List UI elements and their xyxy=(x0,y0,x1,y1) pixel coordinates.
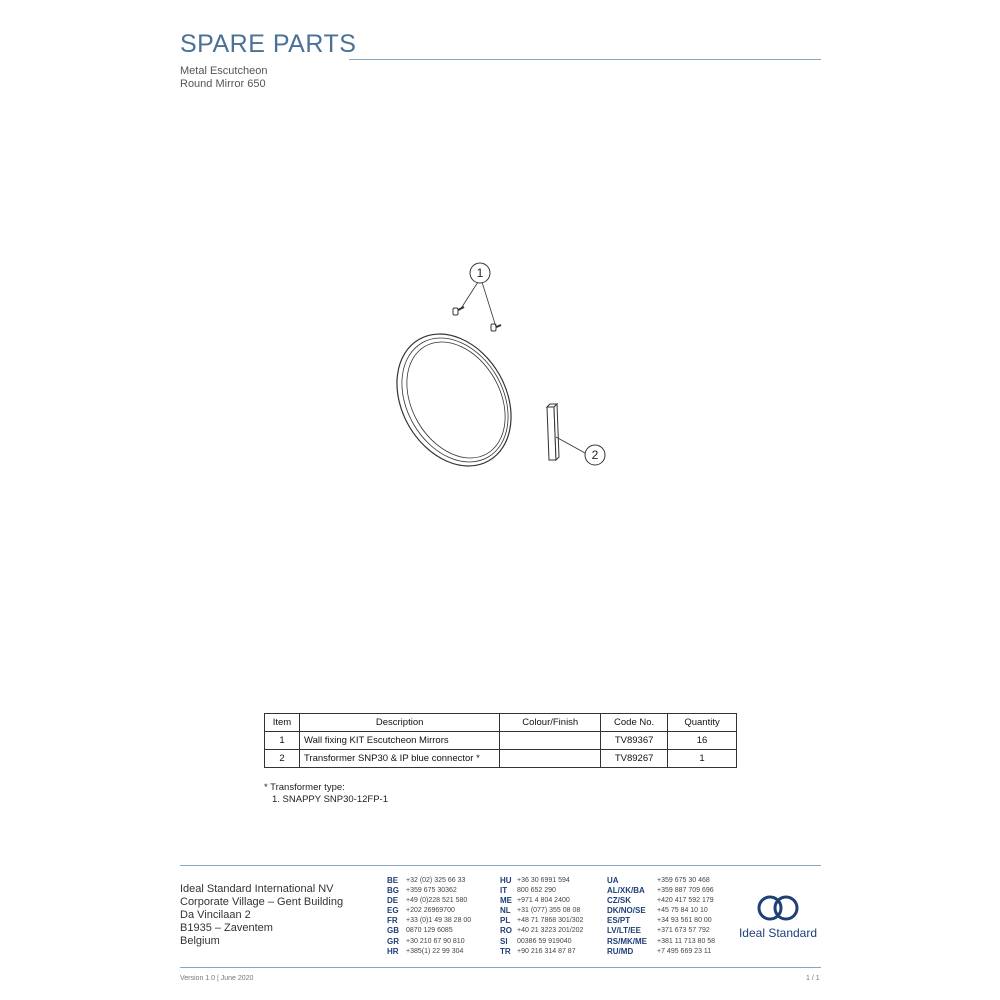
phone-number: +34 93 561 80 00 xyxy=(657,917,712,925)
note-line-1: * Transformer type: xyxy=(264,782,345,793)
contact-row xyxy=(500,947,583,957)
country-code: DK/NO/SE xyxy=(607,906,646,916)
transformer-illustration xyxy=(547,404,559,460)
page-title: SPARE PARTS xyxy=(180,30,357,58)
phone-number: +30 210 67 90 810 xyxy=(406,937,465,945)
country-code: HU xyxy=(500,876,512,885)
callout-1 xyxy=(470,263,490,283)
transformer-note xyxy=(264,782,388,806)
country-code: AL/XK/BA xyxy=(607,886,645,896)
phone-number: +33 (0)1 49 38 28 00 xyxy=(406,917,472,925)
contact-row xyxy=(387,947,471,957)
brand-logo-icon xyxy=(755,892,801,924)
contact-row xyxy=(607,937,715,947)
page-number: 1 / 1 xyxy=(806,975,820,982)
contact-row xyxy=(500,896,583,906)
contact-row xyxy=(500,876,583,886)
mirror-illustration xyxy=(380,313,534,485)
country-code: SI xyxy=(500,936,508,946)
callout-1-label: 1 xyxy=(476,266,484,280)
phone-number: +40 21 3223 201/202 xyxy=(517,927,584,935)
country-code: LV/LT/EE xyxy=(607,926,641,936)
contact-row xyxy=(387,906,471,916)
contact-row xyxy=(387,916,471,926)
cell-finish xyxy=(500,732,601,750)
phone-number: +45 75 84 10 10 xyxy=(657,907,708,915)
document-version: Version 1.0 | June 2020 xyxy=(180,975,254,982)
contact-row xyxy=(607,916,715,926)
address-line: B1935 – Zaventem xyxy=(180,922,273,934)
country-code: BE xyxy=(387,876,399,885)
cell-code: TV89267 xyxy=(601,750,668,768)
country-code: NL xyxy=(500,906,511,916)
footer-divider xyxy=(180,865,821,866)
contacts-column-3 xyxy=(607,876,715,957)
subtitle-line-2: Round Mirror 650 xyxy=(180,78,266,90)
phone-number: +359 675 30362 xyxy=(406,887,457,895)
country-code: RO xyxy=(500,926,512,936)
header-code-no: Code No. xyxy=(601,714,668,732)
phone-number: +36 30 6991 594 xyxy=(517,877,570,884)
header-item: Item xyxy=(265,714,300,732)
phone-number: +385(1) 22 99 304 xyxy=(406,947,464,955)
phone-number: +971 4 804 2400 xyxy=(517,897,570,905)
brand-logo xyxy=(732,892,824,940)
cell-item: 2 xyxy=(265,750,300,768)
address-line: Da Vincilaan 2 xyxy=(180,909,251,921)
brand-name: Ideal Standard xyxy=(738,926,818,940)
callout-2-label: 2 xyxy=(591,448,599,462)
country-code: PL xyxy=(500,916,511,926)
cell-description: Wall fixing KIT Escutcheon Mirrors xyxy=(299,732,499,750)
note-line-2: 1. SNAPPY SNP30-12FP-1 xyxy=(272,794,388,805)
bottom-divider xyxy=(180,967,821,968)
country-code: EG xyxy=(387,906,399,916)
contact-row xyxy=(607,947,715,957)
country-code: ES/PT xyxy=(607,916,631,926)
company-address xyxy=(180,883,343,948)
country-code: GR xyxy=(387,936,399,946)
phone-number: +31 (077) 355 08 08 xyxy=(517,907,581,915)
table-header-row xyxy=(265,714,737,732)
cell-description: Transformer SNP30 & IP blue connector * xyxy=(299,750,499,768)
country-code: ME xyxy=(500,896,512,906)
country-code: UA xyxy=(607,876,619,885)
phone-number: +48 71 7868 301/302 xyxy=(517,917,584,925)
contact-row xyxy=(607,896,715,906)
contact-row xyxy=(607,906,715,916)
phone-number: 00386 59 919040 xyxy=(517,937,572,945)
contacts-column-2 xyxy=(500,876,583,957)
contact-row xyxy=(607,886,715,896)
country-code: RU/MD xyxy=(607,946,634,956)
phone-number: 800 652 290 xyxy=(517,887,556,895)
phone-number: +420 417 592 179 xyxy=(657,897,714,905)
address-line: Ideal Standard International NV xyxy=(180,883,334,895)
contact-row xyxy=(500,916,583,926)
phone-number: +202 26969700 xyxy=(406,907,455,915)
cell-quantity: 1 xyxy=(668,750,737,768)
subtitle-line-1: Metal Escutcheon xyxy=(180,65,268,77)
country-code: GB xyxy=(387,926,399,936)
country-code: CZ/SK xyxy=(607,896,631,906)
callout-2 xyxy=(585,445,605,465)
phone-number: +359 675 30 468 xyxy=(657,877,710,884)
country-code: FR xyxy=(387,916,398,926)
title-divider xyxy=(349,59,821,60)
table-row xyxy=(265,750,737,768)
country-code: BG xyxy=(387,886,399,896)
cell-finish xyxy=(500,750,601,768)
contact-row xyxy=(500,926,583,936)
leader-lines xyxy=(460,282,585,453)
cell-quantity: 16 xyxy=(668,732,737,750)
contact-row xyxy=(387,937,471,947)
country-code: RS/MK/ME xyxy=(607,936,647,946)
phone-number: +32 (02) 325 66 33 xyxy=(406,877,466,884)
contact-row xyxy=(500,886,583,896)
country-code: TR xyxy=(500,946,511,956)
product-subtitle xyxy=(180,65,267,91)
address-line: Belgium xyxy=(180,935,220,947)
contacts-column-1 xyxy=(387,876,471,957)
header-quantity: Quantity xyxy=(668,714,737,732)
header-colour-finish: Colour/Finish xyxy=(500,714,601,732)
phone-number: +381 11 713 80 58 xyxy=(657,937,716,945)
exploded-view-drawing xyxy=(380,255,620,485)
header-description: Description xyxy=(299,714,499,732)
contact-row xyxy=(500,906,583,916)
table-row xyxy=(265,732,737,750)
country-code: IT xyxy=(500,886,508,896)
country-code: DE xyxy=(387,896,399,906)
phone-number: 0870 129 6085 xyxy=(406,927,453,935)
spare-parts-table xyxy=(264,713,737,768)
phone-number: +7 495 669 23 11 xyxy=(657,947,712,955)
phone-number: +359 887 709 696 xyxy=(657,887,714,895)
phone-number: +371 673 57 792 xyxy=(657,927,710,935)
contact-row xyxy=(607,876,715,886)
country-code: HR xyxy=(387,946,399,956)
contact-row xyxy=(500,937,583,947)
phone-number: +90 216 314 87 87 xyxy=(517,947,576,955)
contact-row xyxy=(387,896,471,906)
phone-number: +49 (0)228 521 580 xyxy=(406,897,468,905)
contact-row xyxy=(387,886,471,896)
address-line: Corporate Village – Gent Building xyxy=(180,896,344,908)
contact-row xyxy=(607,926,715,936)
cell-code: TV89367 xyxy=(601,732,668,750)
contact-row xyxy=(387,876,471,886)
cell-item: 1 xyxy=(265,732,300,750)
contact-row xyxy=(387,926,471,936)
